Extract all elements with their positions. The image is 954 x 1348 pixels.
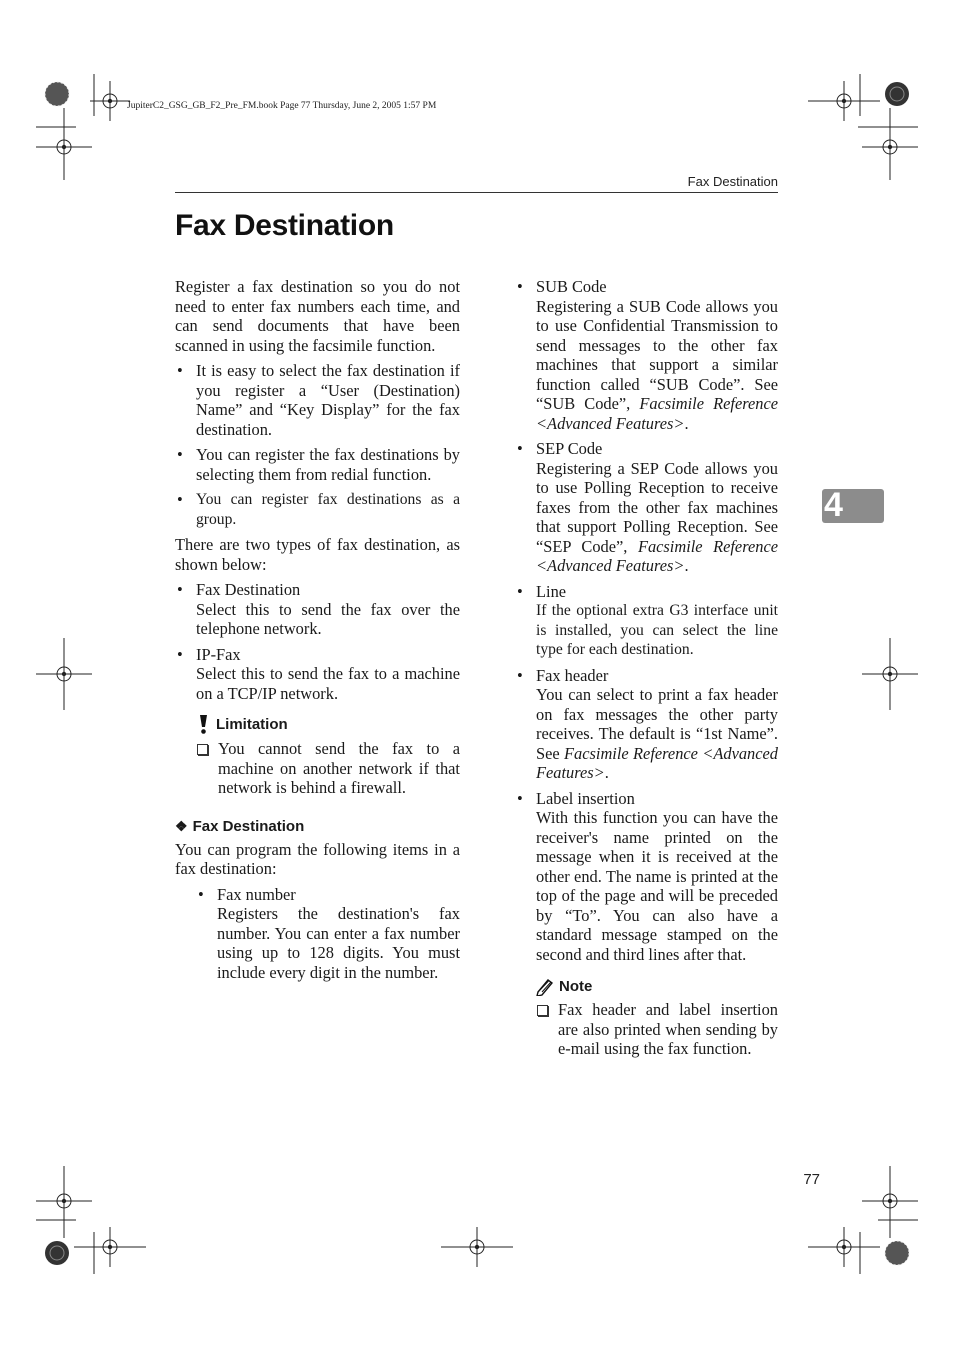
header-rule <box>175 192 778 193</box>
bullet-icon: • <box>517 581 523 601</box>
item-title: Line <box>536 581 567 601</box>
item-description <box>536 297 778 434</box>
list-item <box>175 645 460 704</box>
item-title: Fax header <box>536 665 609 685</box>
list-item <box>196 885 460 983</box>
item-description: With this function you can have the receiver's name printed on the message when it is received at the other end. The name is printed at the top of the page and will be preceded by “To”. You can also have a standard message stamped on the second and third lines after that. <box>536 808 778 964</box>
list-item <box>515 439 778 576</box>
note-heading <box>536 976 778 998</box>
diamond-cross-icon: ❖ <box>175 817 188 834</box>
list-item <box>515 582 778 660</box>
fax-destination-heading <box>175 816 460 838</box>
manual-reference: Facsimile Reference <Advanced Features> <box>536 394 779 433</box>
page-number: 77 <box>803 1171 820 1188</box>
item-title: SEP Code <box>536 439 603 458</box>
note-text: Fax header and label insertion are also printed when sending by e-mail using the fax function. <box>558 1000 778 1058</box>
exclamation-icon <box>196 715 210 735</box>
item-description <box>536 685 778 783</box>
fax-destination-intro: You can program the following items in a fax destination: <box>175 839 460 878</box>
item-description: If the optional extra G3 interface unit is installed, you can select the line type for each destination. <box>536 602 778 658</box>
limitation-heading-label: Limitation <box>216 716 288 734</box>
running-head: Fax Destination <box>687 174 778 189</box>
item-title: IP-Fax <box>196 644 241 664</box>
item-description-text: Registering a SEP Code allows you to use Polling Reception to receive faxes from the other fax machines that support Polling Reception. See “SEP Code”, <box>536 458 778 556</box>
bullet-icon: • <box>517 788 523 808</box>
item-description: Select this to send the fax over the telephone network. <box>196 599 460 638</box>
list-item <box>515 789 778 965</box>
item-description: Registers the destination's fax number. You can enter a fax number using up to 128 digits. You must include every digit in the number. <box>217 904 460 982</box>
note-heading-label: Note <box>559 978 593 996</box>
bullet-icon: • <box>177 361 183 380</box>
item-title: Fax Destination <box>196 580 301 599</box>
bullet-icon: • <box>198 884 204 904</box>
item-title: Label insertion <box>536 788 635 808</box>
item-description-text: Registering a SUB Code allows you to use Confidential Transmission to send messages to the other fax machines that support a similar function called “SUB Code”. See “SUB Code”, <box>536 296 778 413</box>
bullet-icon: • <box>177 644 183 664</box>
bullet-icon: • <box>177 445 183 464</box>
page-title: Fax Destination <box>175 209 394 242</box>
item-description: Select this to send the fax to a machine on a TCP/IP network. <box>196 664 460 703</box>
manual-reference: Facsimile Reference <Advanced Features> <box>536 536 779 575</box>
list-item-text: It is easy to select the fax destination if you register a “User (Destination) Name” and “Key Display” for the fax destination. <box>196 361 460 439</box>
limitation-text: You cannot send the fax to a machine on another network if that network is behind a firewall. <box>218 739 460 797</box>
manual-reference: Facsimile Reference <Advanced Features> <box>536 743 779 782</box>
item-description-tail: . <box>684 413 689 433</box>
list-item-text: You can register fax destinations as a group. <box>196 491 460 528</box>
list-item-text: You can register the fax destinations by selecting them from redial function. <box>196 445 460 484</box>
item-title: Fax number <box>217 884 296 904</box>
item-description-text: You can select to print a fax header on fax messages the other party receives. The default is “1st Name”. See <box>536 685 778 763</box>
item-description-tail: . <box>604 763 609 782</box>
print-job-info: JupiterC2_GSG_GB_F2_Pre_FM.book Page 77 Thursday, June 2, 2005 1:57 PM <box>127 101 437 111</box>
types-intro: There are two types of fax destination, as shown below: <box>175 535 460 574</box>
list-item <box>175 490 460 529</box>
intro-paragraph: Register a fax destination so you do not need to enter fax numbers each time, and can send documents that have been scanned in using the facsimile function. <box>175 277 460 355</box>
bullet-icon: • <box>177 580 183 599</box>
left-column <box>175 277 460 988</box>
limitation-item <box>196 739 460 798</box>
list-item <box>175 445 460 484</box>
note-item <box>536 1000 778 1059</box>
list-item <box>515 666 778 783</box>
right-column <box>515 277 778 1059</box>
bullet-icon: • <box>517 277 523 296</box>
square-box-icon <box>197 744 208 755</box>
square-box-icon <box>537 1005 548 1016</box>
chapter-number: 4 <box>824 486 843 524</box>
bullet-icon: • <box>177 490 183 509</box>
fax-destination-heading-label: Fax Destination <box>192 817 305 835</box>
list-item <box>175 580 460 639</box>
pencil-icon <box>536 978 554 996</box>
bullet-icon: • <box>517 665 523 685</box>
list-item <box>515 277 778 433</box>
item-title: SUB Code <box>536 277 607 296</box>
list-item <box>175 361 460 439</box>
bullet-icon: • <box>517 439 523 458</box>
chapter-tab <box>822 486 884 524</box>
limitation-heading <box>196 715 460 735</box>
item-description <box>536 459 778 576</box>
item-description-tail: . <box>684 556 689 575</box>
